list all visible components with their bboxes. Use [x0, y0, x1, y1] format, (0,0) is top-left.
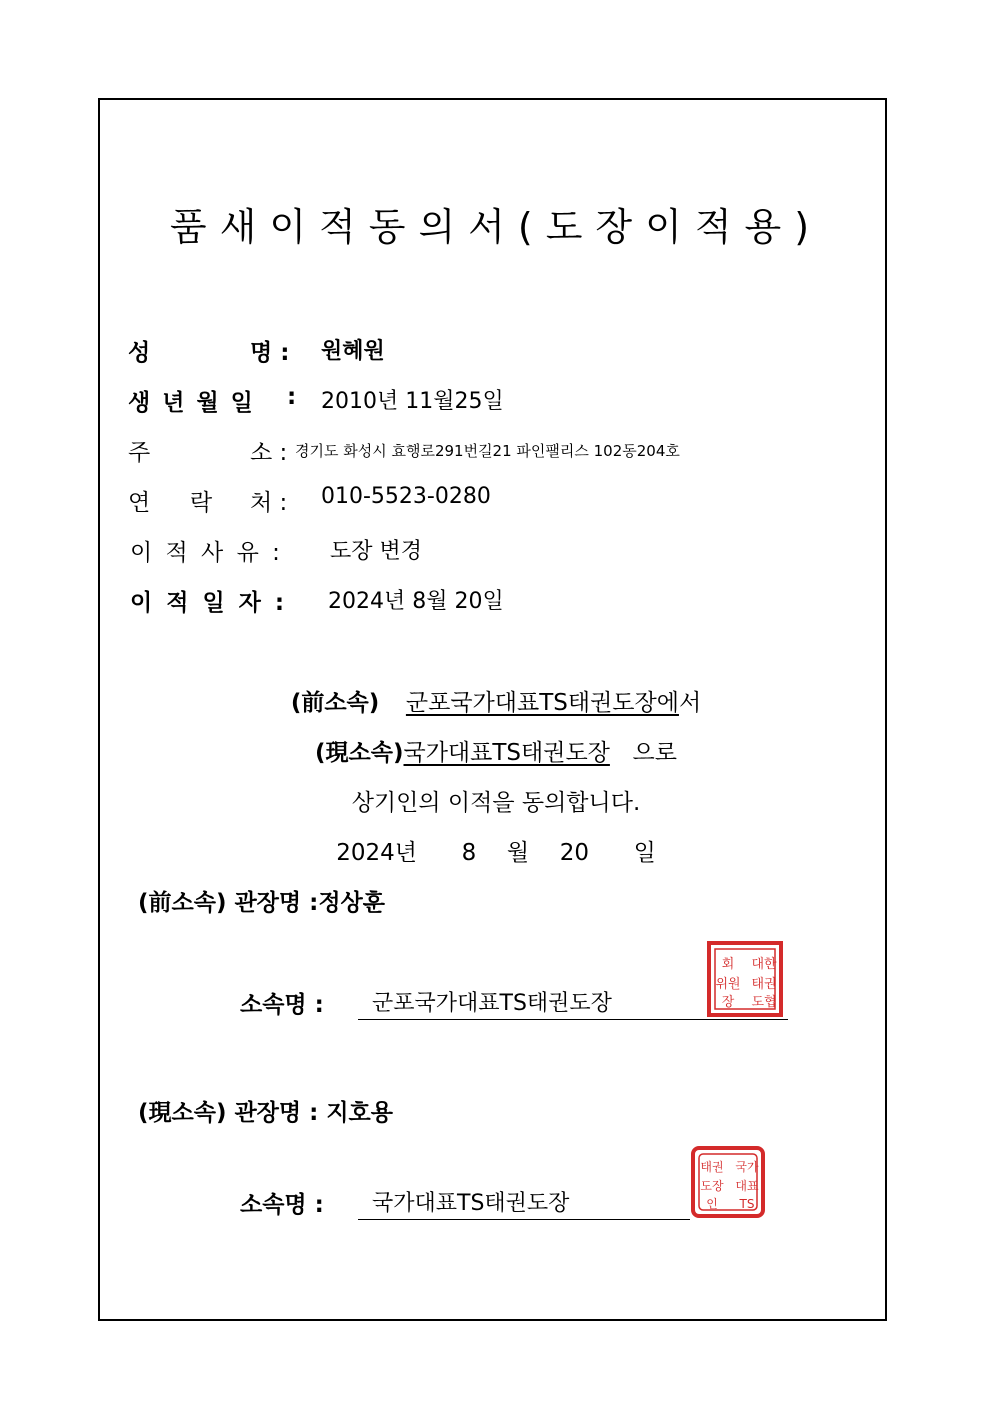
prev-gym-seal	[706, 940, 784, 1018]
prev-prefix: (前소속)	[290, 690, 380, 716]
curr-seal-char-4: 도장	[700, 1179, 724, 1193]
address-label-b: 소 :	[250, 440, 288, 466]
curr-gym-seal	[690, 1145, 766, 1219]
curr-seal-char-5: 인	[706, 1197, 718, 1211]
name-label-a: 성	[128, 340, 151, 366]
contact-value: 010-5523-0280	[321, 484, 491, 509]
curr-seal-char-1: 대표	[735, 1179, 759, 1193]
contact-label-a: 연	[128, 490, 151, 516]
prev-director-heading: (前소속) 관장명 :정상훈	[138, 890, 385, 916]
address-label-a: 주	[128, 440, 151, 466]
reason-label: 이 적 사 유 :	[130, 540, 283, 566]
curr-gym-name: 국가대표TS태권도장	[403, 740, 610, 766]
curr-gym-value: 국가대표TS태권도장	[372, 1191, 570, 1216]
prev-seal-char-5: 장	[721, 995, 735, 1010]
name-label-b: 명 :	[250, 340, 290, 366]
consent-text: 상기인의 이적을 동의합니다.	[351, 790, 641, 816]
curr-seal-char-3: 태권	[700, 1160, 724, 1174]
statement-month-unit: 월	[506, 840, 530, 866]
curr-director-heading: (現소속) 관장명 : 지호용	[138, 1100, 393, 1126]
prev-seal-char-1: 태권	[751, 977, 777, 992]
prev-suffix: 서	[678, 690, 702, 716]
birth-colon: :	[287, 384, 297, 410]
statement-year: 2024년	[336, 840, 417, 866]
curr-gym-label: 소속명 :	[240, 1192, 324, 1218]
prev-gym-underline	[358, 1019, 788, 1020]
prev-seal-char-4: 위원	[715, 977, 741, 992]
current-affiliation-line	[0, 734, 992, 767]
prev-seal-char-3: 회	[721, 957, 735, 972]
curr-seal-char-2: TS	[739, 1197, 755, 1211]
date-label: 이 적 일 자 :	[130, 590, 288, 616]
birth-value: 2010년 11월25일	[321, 389, 504, 414]
curr-gym-underline	[358, 1219, 690, 1220]
statement-day: 20	[559, 840, 589, 866]
prev-gym-value: 군포국가대표TS태권도장	[372, 991, 612, 1016]
reason-value: 도장 변경	[330, 539, 423, 564]
curr-suffix: 으로	[632, 740, 677, 766]
statement-date	[0, 834, 992, 867]
statement-day-unit: 일	[633, 840, 656, 866]
prev-gym-label: 소속명 :	[240, 992, 324, 1018]
curr-prefix: (現소속)	[315, 740, 404, 766]
previous-affiliation-line	[0, 684, 992, 717]
birth-label: 생 년 월 일	[128, 390, 255, 416]
statement-month: 8	[461, 840, 477, 866]
address-value: 경기도 화성시 효행로291번길21 파인팰리스 102동204호	[295, 442, 680, 460]
date-value: 2024년 8월 20일	[328, 589, 504, 614]
contact-label-b: 락	[190, 490, 213, 516]
document-title: 품새이적동의서(도장이적용)	[169, 205, 823, 249]
curr-seal-char-0: 국가	[735, 1160, 759, 1174]
name-value: 원혜원	[321, 339, 385, 364]
prev-gym-name: 군포국가대표TS태권도장에	[405, 690, 679, 716]
prev-seal-char-0: 대한	[751, 957, 777, 972]
contact-label-c: 처 :	[250, 490, 288, 516]
prev-seal-char-2: 도협	[751, 995, 777, 1010]
